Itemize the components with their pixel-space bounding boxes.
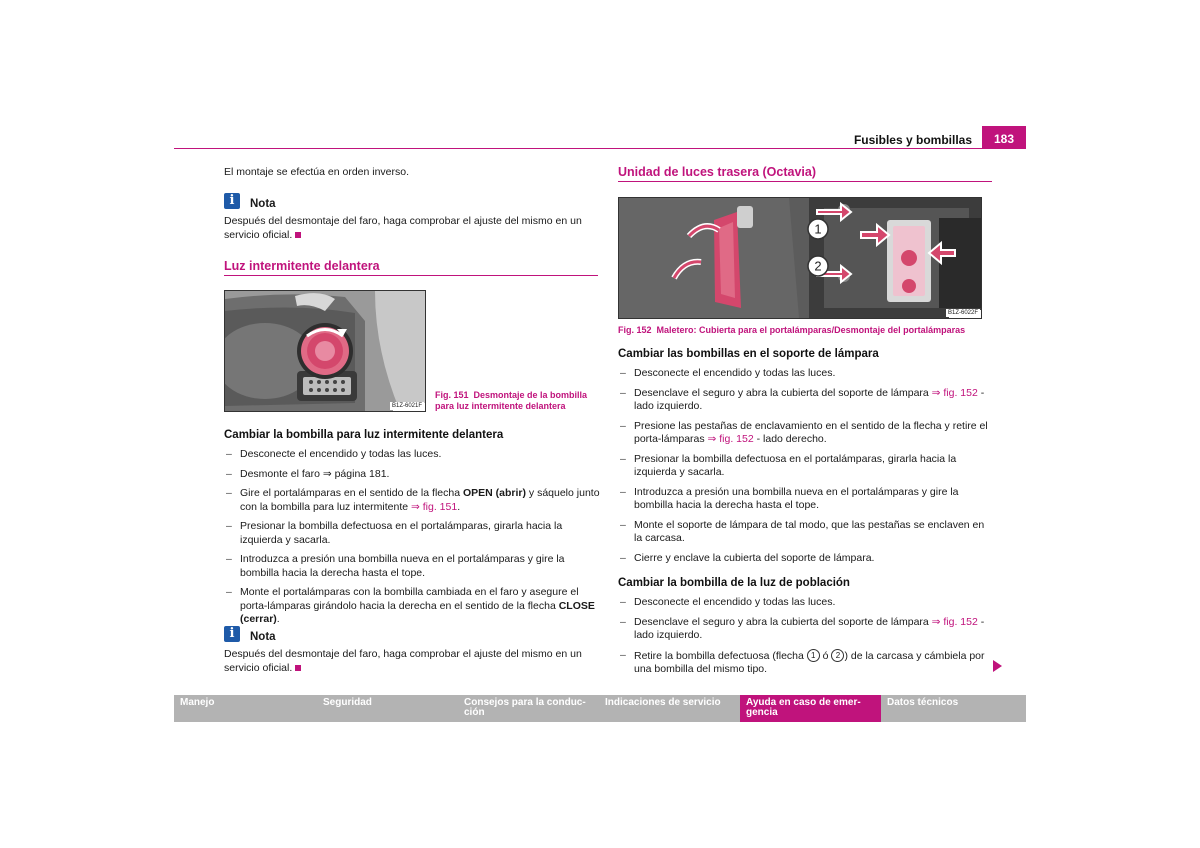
figure-151-caption: Fig. 151 Desmontaje de la bombilla para luz intermitente delantera — [435, 390, 588, 411]
list-item: – Presionar la bombilla defectuosa en el portalámparas, girarla hacia la izquierda y sacarla. — [224, 520, 600, 547]
figure-152 — [618, 197, 982, 319]
subheading-front-indicator: Cambiar la bombilla para luz intermitente delantera — [224, 429, 504, 441]
figure-code: B1Z-6022F — [947, 310, 978, 316]
list-item: – Monte el soporte de lámpara de tal modo, que las pestañas se enclaven en la carcasa. — [618, 519, 994, 546]
list-item: – Presione las pestañas de enclavamiento en el sentido de la flecha y retire el porta-lámparas ⇒ fig. 152 - lado derecho. — [618, 420, 994, 447]
info-icon: i — [224, 193, 240, 209]
fig-152-link[interactable]: ⇒ fig. 152 — [931, 386, 978, 399]
next-page-arrow-icon[interactable] — [993, 660, 1002, 672]
section-title-rear-lights: Unidad de luces trasera (Octavia) — [618, 165, 816, 179]
list-item: – Introduzca a presión una bombilla nueva en el portalámparas y gire la bombilla hacia la derecha hasta el tope. — [618, 486, 994, 513]
list-item: – Gire el portalámparas en el sentido de la flecha OPEN (abrir) y sáquelo junto con la bombilla para luz intermitente ⇒ fig. 151. — [224, 487, 600, 514]
fig-151-link[interactable]: ⇒ fig. 151 — [411, 500, 458, 513]
header-rule — [174, 148, 1026, 149]
list-item: – Desconecte el encendido y todas las luces. — [618, 596, 994, 610]
figure-152-caption: Fig. 152 Maletero: Cubierta para el portalámparas/Desmontaje del portalámparas — [618, 325, 966, 335]
note-label: Nota — [250, 198, 276, 210]
list-item: – Desconecte el encendido y todas las luces. — [618, 367, 994, 381]
list-item: – Desenclave el seguro y abra la cubierta del soporte de lámpara ⇒ fig. 152 - lado izquierdo. — [618, 616, 994, 643]
intro-text: El montaje se efectúa en orden inverso. — [224, 166, 410, 178]
list-item: – Monte el portalámparas con la bombilla cambiada en el faro y asegure el porta-lámparas girándolo hacia la derecha en el sentido de la flecha CLOSE (cerrar). — [224, 586, 600, 627]
list-item: – Retire la bombilla defectuosa (flecha 1 ó 2 ) de la carcasa y cámbiela por una bombilla del mismo tipo. — [618, 649, 994, 677]
nav-tab-manejo[interactable]: Manejo — [174, 695, 318, 722]
nav-tab-consejos[interactable]: Consejos para la conduc-ción — [458, 695, 600, 722]
nav-tab-datos[interactable]: Datos técnicos — [881, 695, 1026, 722]
rear-light-illustration — [619, 198, 981, 318]
list-item: – Introduzca a presión una bombilla nueva en el portalámparas y gire la bombilla hacia la derecha hasta el tope. — [224, 553, 600, 580]
nav-tab-indicaciones[interactable]: Indicaciones de servicio — [599, 695, 741, 722]
figure-label-2: 2 — [814, 258, 822, 274]
nav-tab-seguridad[interactable]: Seguridad — [317, 695, 459, 722]
circled-number-2: 2 — [831, 649, 844, 662]
figure-label-1: 1 — [814, 221, 822, 237]
section-title-front-indicator: Luz intermitente delantera — [224, 259, 380, 273]
info-icon: i — [224, 626, 240, 642]
section-rule — [224, 275, 598, 276]
list-item: – Cierre y enclave la cubierta del soporte de lámpara. — [618, 552, 994, 566]
steps-position-light — [618, 596, 994, 683]
list-item: – Desenclave el seguro y abra la cubierta del soporte de lámpara ⇒ fig. 152 - lado izquierdo. — [618, 387, 994, 414]
list-item: – Presionar la bombilla defectuosa en el portalámparas, girarla hacia la izquierda y sacarla. — [618, 453, 994, 480]
subheading-position-light: Cambiar la bombilla de la luz de población — [618, 577, 850, 589]
end-mark-icon — [295, 232, 301, 238]
list-item: – Desconecte el encendido y todas las luces. — [224, 448, 600, 462]
note-label: Nota — [250, 631, 276, 643]
page-header-title: Fusibles y bombillas — [853, 133, 972, 147]
page-number: 183 — [982, 126, 1026, 149]
steps-front-indicator — [224, 448, 600, 633]
end-mark-icon — [295, 665, 301, 671]
list-item: – Desmonte el faro ⇒ página 181. — [224, 468, 600, 482]
circled-number-1: 1 — [807, 649, 820, 662]
fig-152-link[interactable]: ⇒ fig. 152 — [931, 615, 978, 628]
subheading-lamp-holder: Cambiar las bombillas en el soporte de lámpara — [618, 348, 879, 360]
note-text: Después del desmontaje del faro, haga comprobar el ajuste del mismo en un servicio oficial. — [224, 215, 582, 241]
note-text: Después del desmontaje del faro, haga comprobar el ajuste del mismo en un servicio oficial. — [224, 648, 582, 674]
fig-152-link[interactable]: ⇒ fig. 152 — [707, 433, 754, 445]
nav-tab-ayuda[interactable]: Ayuda en caso de emer-gencia — [740, 695, 882, 722]
section-rule — [618, 181, 992, 182]
steps-lamp-holder — [618, 367, 994, 571]
headlight-bulb-illustration — [225, 291, 425, 411]
figure-151 — [224, 290, 426, 412]
figure-code: B1Z-6021F — [391, 403, 422, 409]
